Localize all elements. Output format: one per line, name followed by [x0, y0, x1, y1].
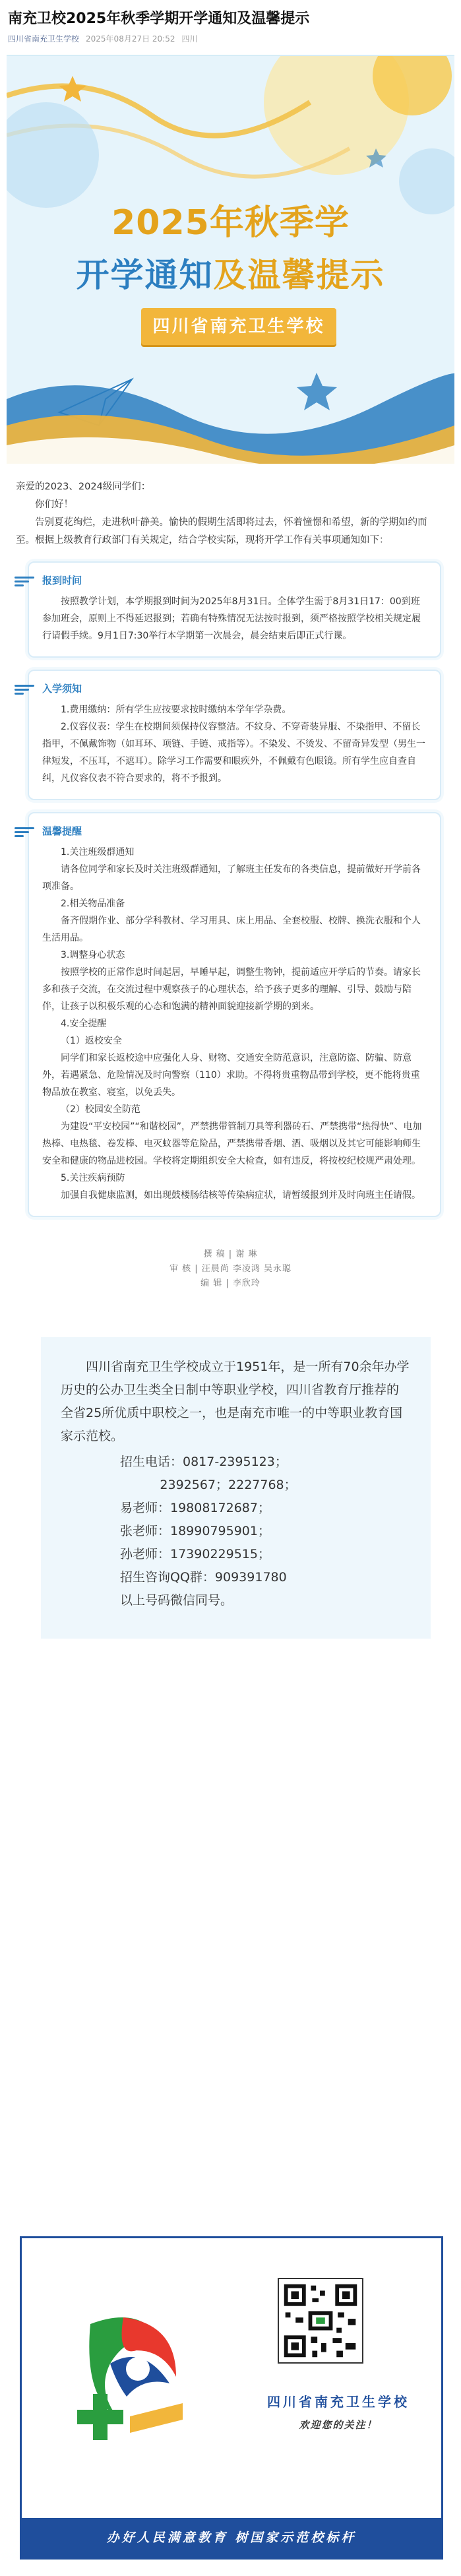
contact-teacher: 张老师：18990795901；	[120, 1524, 270, 1538]
article-title: 南充卫校2025年秋季学期开学通知及温馨提示	[8, 11, 310, 27]
reminder-text: 备齐假期作业、部分学科教材、学习用具、床上用品、全套校服、校牌、换洗衣服和个人生活用品。	[42, 916, 421, 943]
school-description: 四川省南充卫生学校成立于1951年，是一所有70余年办学历史的公办卫生类全日制中等职业学校，四川省教育厅推荐的全省25所优质中职校之一，也是南充市唯一的中等职业教育国家示范校。	[61, 1360, 410, 1443]
contact-teacher: 孙老师：17390229515；	[120, 1547, 270, 1561]
contact-teacher: 易老师：19808172687；	[120, 1501, 270, 1515]
reminder-text: 为建设“平安校园”“和谐校园”，严禁携带管制刀具等利器砖石、严禁携带“热得快”、电加热棒、电热毯、卷发棒、电灭蚊器等危险品，严禁携带香烟、酒、吸烟以及其它可能影响师生安全和健康的物品进校园。学校将定期组织安全大检查，如有违反，将按校纪校规严肃处理。	[42, 1121, 422, 1166]
article-meta	[8, 33, 453, 44]
card-marker-icon	[15, 683, 34, 697]
card-heading: 温馨提醒	[42, 825, 82, 837]
card-admission-notes	[28, 670, 441, 800]
location: 四川	[181, 34, 198, 44]
reminder-text: 请各位同学和家长及时关注班级群通知，了解班主任发布的各类信息，提前做好开学前各项准备。	[42, 864, 421, 892]
card-report-time	[28, 561, 441, 658]
reminder-text: 同学们和家长返校途中应强化人身、财物、交通安全防范意识，注意防盗、防骗、防意外，若遇紧急、危险情况及时向警察（110）求助。不得将贵重物品带到学校，更不能将贵重物品放在教室、寝室，以免丢失。	[42, 1053, 420, 1098]
reminder-text: 按照学校的正常作息时间起居，早睡早起，调整生物钟，提前适应开学后的节奏。请家长多和孩子交流，在交流过程中观察孩子的心理状态，给予孩子更多的理解、引导、鼓励与陪伴，让孩子以积极乐观的心态和饱满的精神面貌迎接新学期的到来。	[42, 967, 421, 1012]
article-header	[0, 0, 461, 49]
credit-writer: 撰 稿 | 谢 琳	[203, 1249, 258, 1259]
banner-title-year: 2025年	[111, 203, 245, 243]
contact-qq: 招生咨询QQ群：909391780	[120, 1570, 287, 1585]
publish-date: 2025年08月27日 20:52	[86, 34, 175, 44]
contact-phone: 招生电话：0817-2395123；	[120, 1455, 288, 1469]
banner-title-line2	[7, 249, 454, 296]
credit-editor: 编 辑 | 李欣玲	[200, 1278, 261, 1288]
reminder-title: 2.相关物品准备	[61, 898, 125, 909]
footer-school-name: 四川省南充卫生学校	[267, 2394, 410, 2410]
school-logo-icon	[64, 2304, 196, 2449]
credit-reviewers: 审 核 | 汪晨尚 李凌鸿 吴永聪	[169, 1264, 292, 1274]
contact-phone-more: 2392567；2227768；	[120, 1478, 297, 1492]
card-item: 1.费用缴纳：所有学生应按要求按时缴纳本学年学杂费。	[61, 705, 292, 715]
contact-list	[61, 1451, 411, 1612]
card-item: 2.仪容仪表：学生在校期间须保持仪容整洁。不纹身、不穿奇装异服、不染指甲、不留长指甲，不佩戴饰物（如耳环、项链、手链、戒指等）。不染发、不烫发、不留奇异发型（男生一律短发，不压耳，不遮耳）。除学习工作需要和眼疾外，不佩戴有色眼镜。所有学生应自查自纠，凡仪容仪表不符合要求的，将不予报到。	[42, 722, 425, 784]
banner-title-term: 秋季学	[244, 203, 350, 243]
footer-slogan-bar: 办好人民满意教育 树国家示范校标杆	[22, 2518, 441, 2558]
intro-paragraph: 告别夏花绚烂，走进秋叶静美。愉快的假期生活即将过去，怀着憧憬和希望，新的学期如约而至。根据上级教育行政部门有关规定，结合学校实际，现将开学工作有关事项通知如下：	[16, 517, 427, 546]
card-marker-icon	[15, 575, 34, 589]
banner-title-line1	[7, 195, 454, 244]
reminder-subtitle: （1）返校安全	[61, 1036, 122, 1046]
card-heading: 报到时间	[42, 575, 82, 586]
editor-credits	[0, 1247, 461, 1291]
qr-code-icon[interactable]	[278, 2278, 363, 2364]
banner	[7, 55, 454, 464]
banner-title-notice: 开学通知	[76, 256, 214, 294]
reminder-text: 加强自我健康监测，如出现鼓楼肠结核等传染病症状，请暂缓报到并及时向班主任请假。	[61, 1190, 421, 1201]
reminder-title: 5.关注疾病预防	[61, 1173, 125, 1183]
intro-hello: 你们好！	[35, 499, 73, 510]
banner-title-and: 及	[213, 256, 248, 294]
school-info-box	[41, 1337, 431, 1639]
card-text: 按照教学计划，本学期报到时间为2025年8月31日。全体学生需于8月31日17：00到班参加班会，原则上不得延迟报到；若确有特殊情况无法按时报到，须严格按照学校相关规定履行请假手续。9月1日7:30举行本学期第一次晨会，晨会结束后即正式行课。	[42, 596, 421, 641]
reminder-title: 4.安全提醒	[61, 1019, 107, 1029]
card-heading: 入学须知	[42, 683, 82, 695]
card-warm-reminders	[28, 812, 441, 1217]
footer-card	[20, 2236, 443, 2560]
footer-welcome: 欢迎您的关注！	[299, 2419, 378, 2431]
reminder-title: 3.调整身心状态	[61, 950, 125, 960]
banner-school-badge: 四川省南充卫生学校	[141, 308, 336, 345]
reminder-title: 1.关注班级群通知	[61, 847, 135, 858]
reminder-subtitle: （2）校园安全防范	[61, 1104, 140, 1115]
banner-title-tips: 温馨提示	[247, 256, 385, 294]
contact-note: 以上号码微信同号。	[120, 1593, 233, 1608]
intro-greeting: 亲爱的2023、2024级同学们：	[16, 482, 151, 492]
intro-section	[0, 464, 461, 550]
author-link[interactable]: 四川省南充卫生学校	[8, 34, 80, 44]
card-marker-icon	[15, 825, 34, 840]
